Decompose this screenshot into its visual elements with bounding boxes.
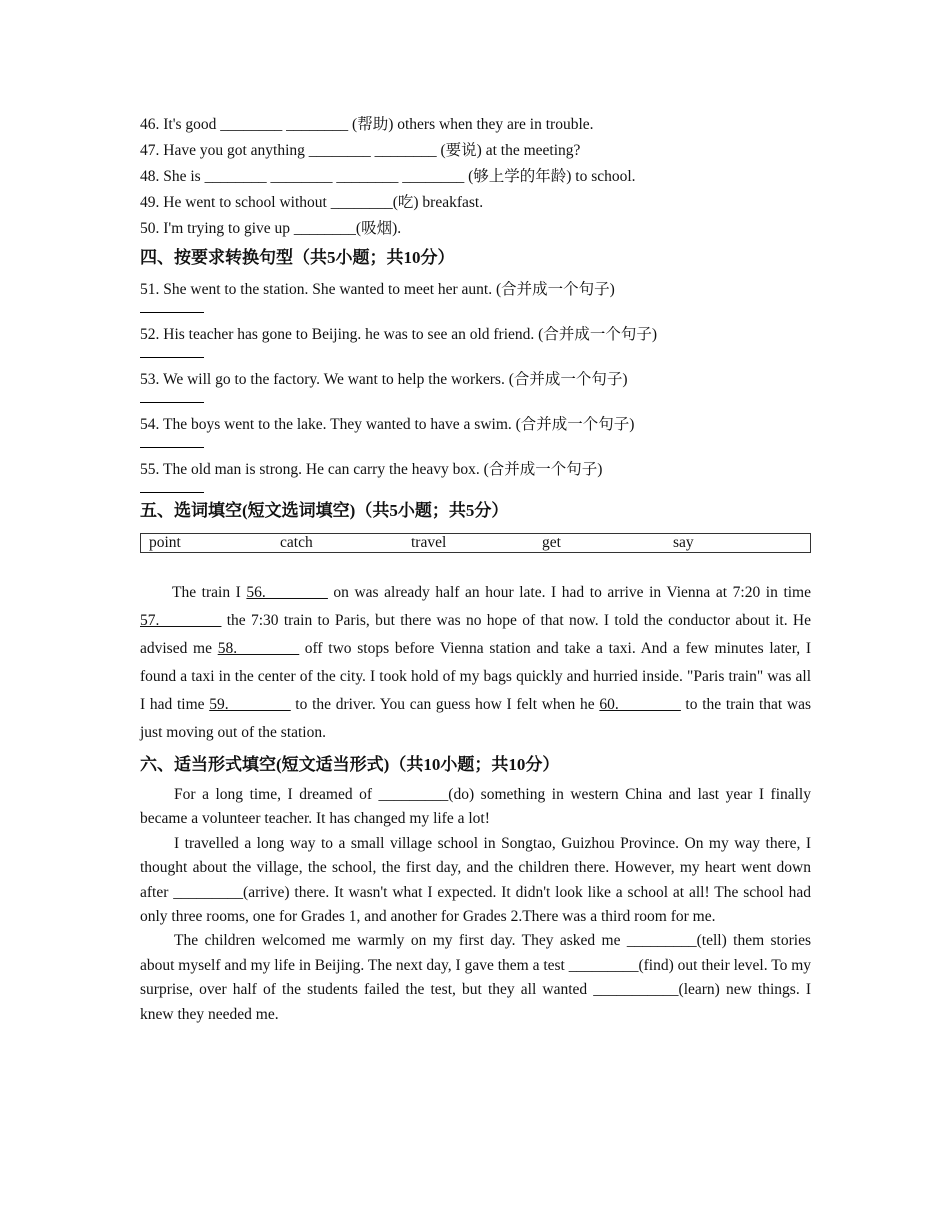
answer-line-51 (140, 302, 204, 313)
blank-60: 60.________ (599, 696, 681, 713)
question-51: 51. She went to the station. She wanted to meet her aunt. (合并成一个句子) (140, 281, 615, 298)
question-48: 48. She is ________ ________ ________ ________ (够上学的年龄) to school. (140, 168, 636, 185)
question-46: 46. It's good ________ ________ (帮助) others when they are in trouble. (140, 116, 594, 133)
proper-form-section (140, 751, 811, 1027)
train-passage: The train I 56.________ on was already half an hour late. I had to arrive in Vienna at 7:20 in time 57.________ the 7:30 train to Paris, but there was no hope of that now. I told the conductor about it. He advised me 58.________ off two stops before Vienna station and take a taxi. And a few minutes later, I found a taxi in the center of the city. I took hold of my bags quickly and hurried inside. "Paris train" was all I had time 59.________ to the driver. You can guess how I felt when he 60.________ to the train that was just moving out of the station. (140, 584, 811, 741)
question-49: 49. He went to school without ________(吃) breakfast. (140, 194, 484, 211)
section-4-heading: 四、按要求转换句型（共5小题；共10分） (140, 248, 455, 267)
question-47: 47. Have you got anything ________ ________ (要说) at the meeting? (140, 142, 581, 159)
sentence-transform-section (140, 244, 811, 493)
word-bank-item: get (542, 534, 561, 551)
answer-line-53 (140, 392, 204, 403)
volunteer-passage (140, 783, 811, 1027)
blank-57: 57.________ (140, 612, 222, 629)
paragraph-1: For a long time, I dreamed of _________(do) something in western China and last year I finally became a volunteer teacher. It has changed my life a lot! (140, 786, 811, 828)
answer-line-55 (140, 482, 204, 493)
blank-59: 59.________ (209, 696, 291, 713)
question-50: 50. I'm trying to give up ________(吸烟). (140, 220, 402, 237)
word-bank (140, 533, 811, 553)
word-bank-item: travel (411, 534, 447, 551)
word-choice-section (140, 497, 811, 747)
paragraph-2: I travelled a long way to a small village school in Songtao, Guizhou Province. On my way there, I thought about the village, the school, the first day, and the children there. However, my heart went down after _________(arrive) there. It wasn't what I expected. It didn't look like a school at all! The school had only three rooms, one for Grades 1, and another for Grades 2.There was a third room for me. (140, 834, 811, 926)
word-bank-item: point (149, 534, 181, 551)
question-52: 52. His teacher has gone to Beijing. he was to see an old friend. (合并成一个句子) (140, 326, 657, 343)
exam-page (140, 112, 811, 1027)
word-bank-item: catch (280, 534, 313, 551)
question-53: 53. We will go to the factory. We want to help the workers. (合并成一个句子) (140, 371, 628, 388)
word-bank-item: say (673, 534, 694, 551)
section-5-heading: 五、选词填空(短文选词填空)（共5小题；共5分） (140, 501, 509, 520)
answer-line-54 (140, 437, 204, 448)
blank-56: 56.________ (246, 584, 328, 601)
section-6-heading: 六、适当形式填空(短文适当形式)（共10小题；共10分） (140, 755, 560, 774)
blank-58: 58.________ (217, 640, 300, 657)
answer-line-52 (140, 347, 204, 358)
question-54: 54. The boys went to the lake. They wanted to have a swim. (合并成一个句子) (140, 416, 635, 433)
paragraph-3: The children welcomed me warmly on my first day. They asked me _________(tell) them stories about myself and my life in Beijing. The next day, I gave them a test _________(find) out their level. To my surprise, over half of the students failed the test, but they all wanted ___________(learn) new things. I knew they needed me. (140, 932, 812, 1023)
fill-in-section (140, 112, 811, 242)
question-55: 55. The old man is strong. He can carry the heavy box. (合并成一个句子) (140, 461, 603, 478)
